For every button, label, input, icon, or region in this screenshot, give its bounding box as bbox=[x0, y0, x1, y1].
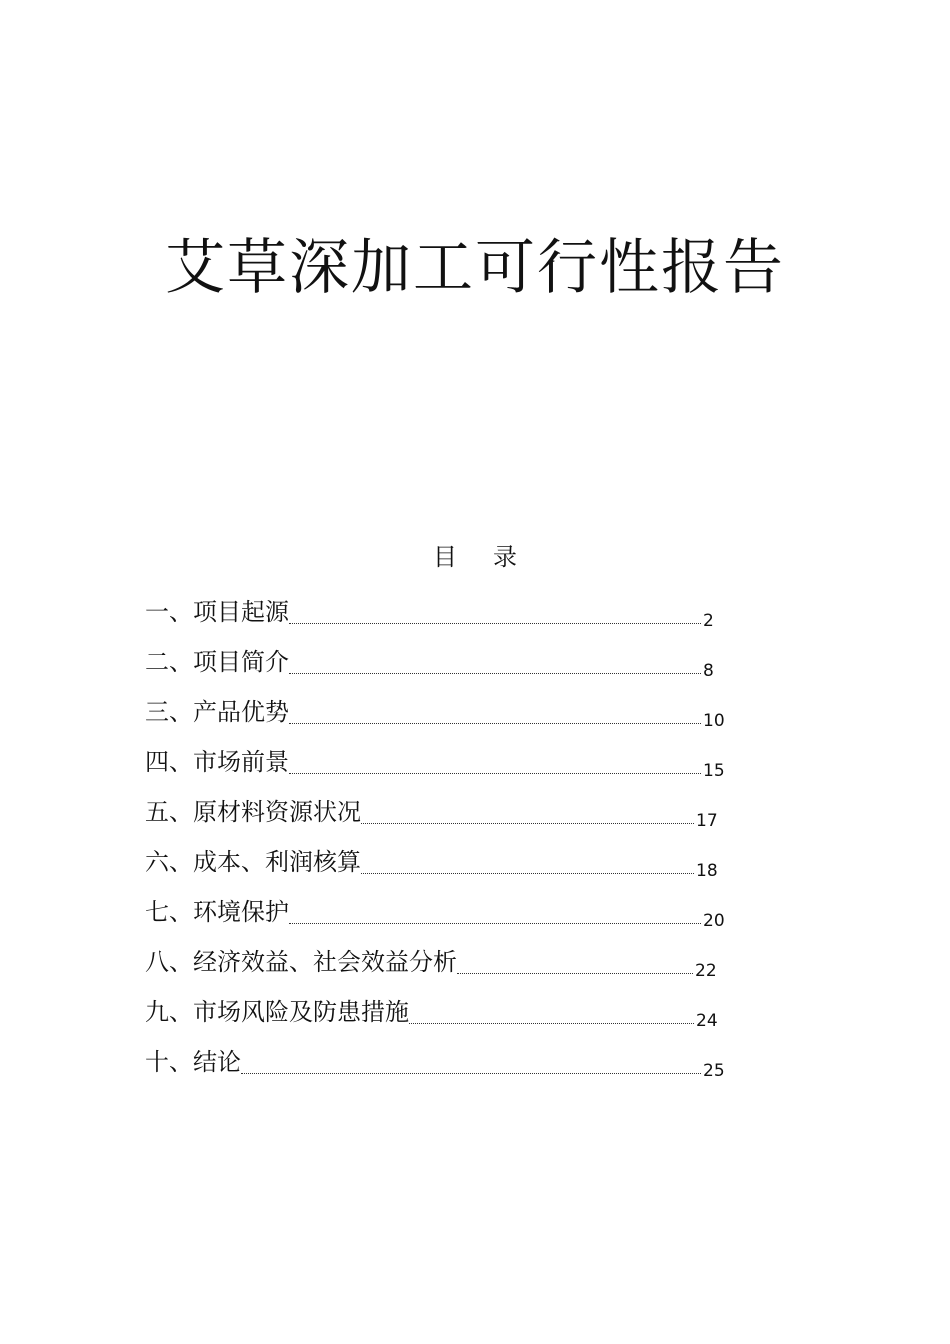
toc-entry[interactable] bbox=[145, 1038, 725, 1081]
toc-entry-label: 三、产品优势 bbox=[145, 698, 289, 726]
toc-entry-label: 五、原材料资源状况 bbox=[145, 798, 361, 826]
toc-heading bbox=[0, 540, 950, 574]
toc-leader bbox=[289, 773, 701, 774]
toc-leader bbox=[289, 923, 701, 924]
toc-entry-page: 17 bbox=[696, 811, 718, 831]
toc-leader bbox=[409, 1023, 694, 1024]
toc-heading-char: 录 bbox=[493, 543, 517, 571]
toc-entry-page: 10 bbox=[703, 711, 725, 731]
toc-entry[interactable] bbox=[145, 938, 717, 981]
toc-entry[interactable] bbox=[145, 738, 725, 781]
toc-leader bbox=[361, 823, 694, 824]
toc-entry[interactable] bbox=[145, 588, 714, 631]
toc-entry-page: 22 bbox=[695, 961, 717, 981]
toc-heading-char: 目 bbox=[433, 543, 457, 571]
toc-entry[interactable] bbox=[145, 638, 714, 681]
toc-entry-label: 四、市场前景 bbox=[145, 748, 289, 776]
toc-leader bbox=[289, 673, 701, 674]
toc-leader bbox=[361, 873, 694, 874]
toc-entry[interactable] bbox=[145, 838, 718, 881]
document-title: 艾草深加工可行性报告 bbox=[165, 233, 785, 303]
toc-entry-label: 七、环境保护 bbox=[145, 898, 289, 926]
toc-entry[interactable] bbox=[145, 988, 718, 1031]
toc-entry-page: 20 bbox=[703, 911, 725, 931]
toc-entry-label: 九、市场风险及防患措施 bbox=[145, 998, 409, 1026]
toc-entry-page: 24 bbox=[696, 1011, 718, 1031]
toc-entry[interactable] bbox=[145, 888, 725, 931]
toc-entry-label: 六、成本、利润核算 bbox=[145, 848, 361, 876]
toc-entry-page: 25 bbox=[703, 1061, 725, 1081]
toc-leader bbox=[457, 973, 693, 974]
toc-entry-page: 18 bbox=[696, 861, 718, 881]
toc-leader bbox=[289, 723, 701, 724]
toc-entry[interactable] bbox=[145, 788, 718, 831]
toc-leader bbox=[289, 623, 701, 624]
toc-entry-page: 8 bbox=[703, 661, 714, 681]
toc-entry-page: 15 bbox=[703, 761, 725, 781]
toc-entry-label: 十、结论 bbox=[145, 1048, 241, 1076]
toc-entry-page: 2 bbox=[703, 611, 714, 631]
toc-entry[interactable] bbox=[145, 688, 725, 731]
toc-entry-label: 二、项目简介 bbox=[145, 648, 289, 676]
toc-leader bbox=[241, 1073, 701, 1074]
toc-entry-label: 一、项目起源 bbox=[145, 598, 289, 626]
toc-entry-label: 八、经济效益、社会效益分析 bbox=[145, 948, 457, 976]
